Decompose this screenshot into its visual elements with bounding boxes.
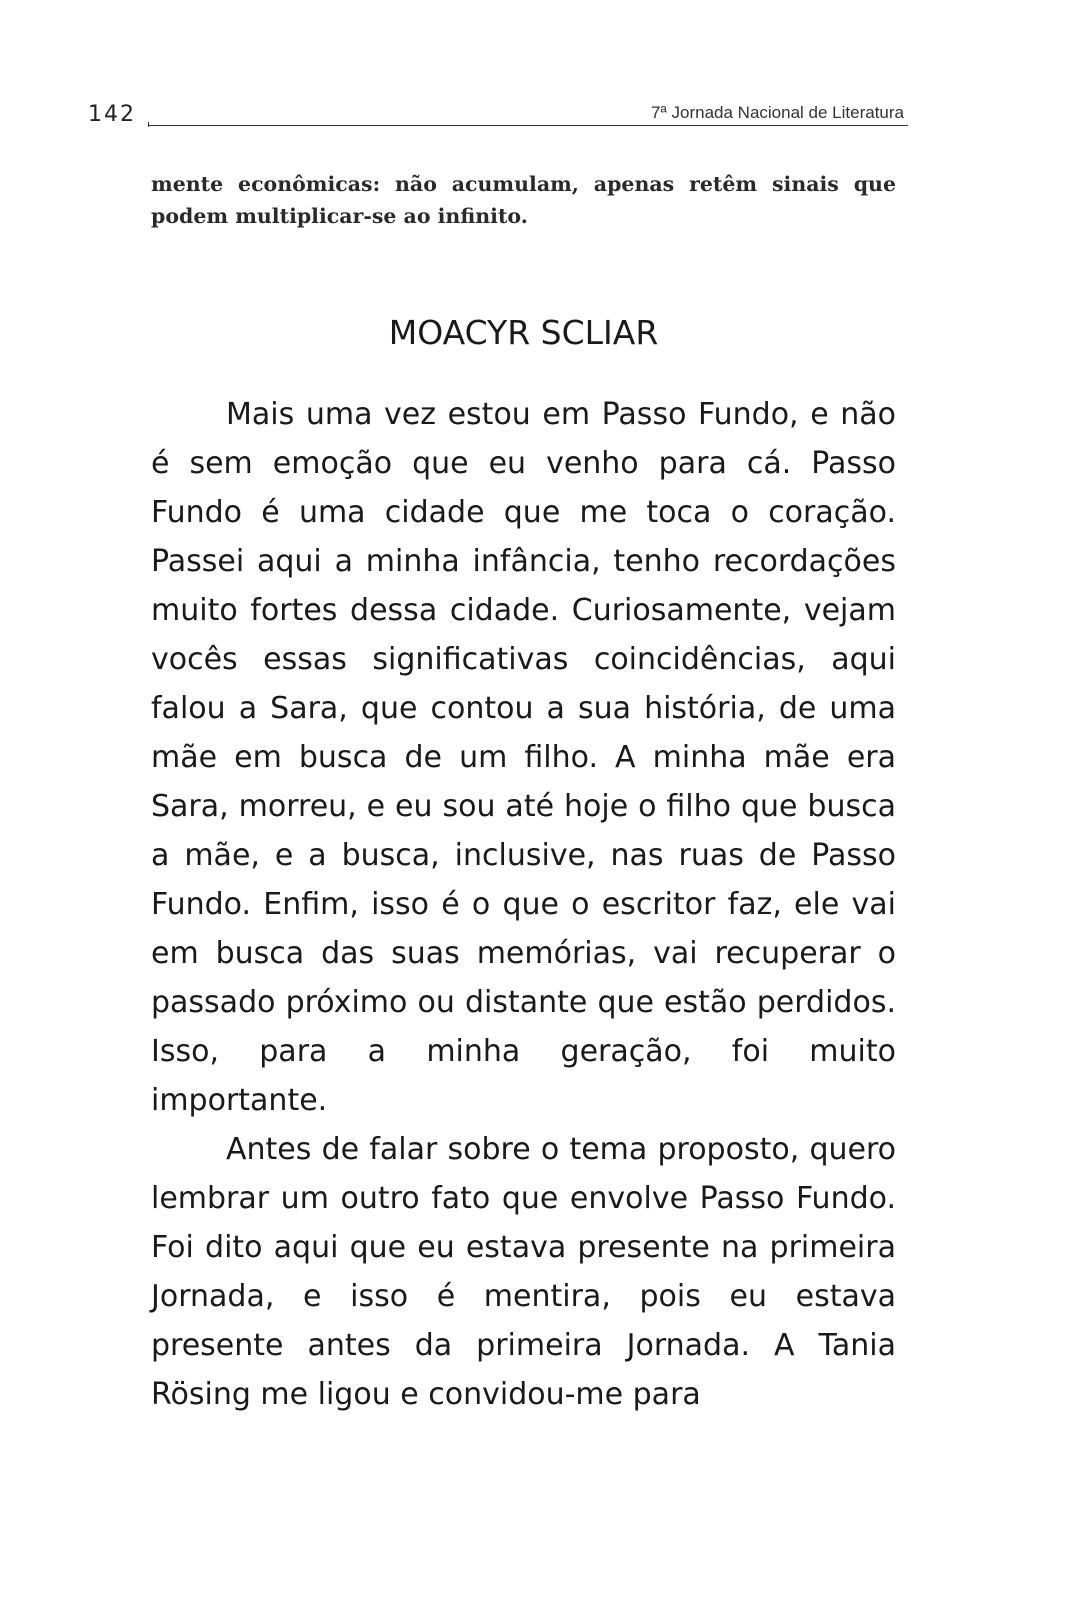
page-number: 142: [88, 102, 136, 127]
section-body: [151, 390, 896, 1419]
continued-paragraph: mente econômicas: não acumulam, apenas retêm sinais que podem multiplicar-se ao infinito.: [151, 172, 896, 228]
continued-text: [151, 168, 896, 232]
section-title: MOACYR SCLIAR: [388, 313, 659, 352]
page-header: [88, 100, 908, 130]
body-paragraph-1: Mais uma vez estou em Passo Fundo, e não é sem emoção que eu venho para cá. Passo Fundo é uma cidade que me toca o coração. Passei aqui a minha infância, tenho recordações muito fortes dessa cidade. Curiosamente, vejam vocês essas significativas coincidências, aqui falou a Sara, que contou a sua história, de uma mãe em busca de um filho. A minha mãe era Sara, morreu, e eu sou até hoje o filho que busca a mãe, e a busca, inclusive, nas ruas de Passo Fundo. Enfim, isso é o que o escritor faz, ele vai em busca das suas memórias, vai recuperar o passado próximo ou distante que estão perdidos. Isso, para a minha geração, foi muito importante.: [151, 397, 896, 1118]
running-head: 7ª Jornada Nacional de Literatura: [651, 103, 904, 122]
header-rule: [148, 125, 908, 126]
body-paragraph-2: Antes de falar sobre o tema proposto, quero lembrar um outro fato que envolve Passo Fundo. Foi dito aqui que eu estava presente na primeira Jornada, e isso é mentira, pois eu estava presente antes da primeira Jornada. A Tania Rösing me ligou e convidou-me para: [151, 1132, 896, 1412]
